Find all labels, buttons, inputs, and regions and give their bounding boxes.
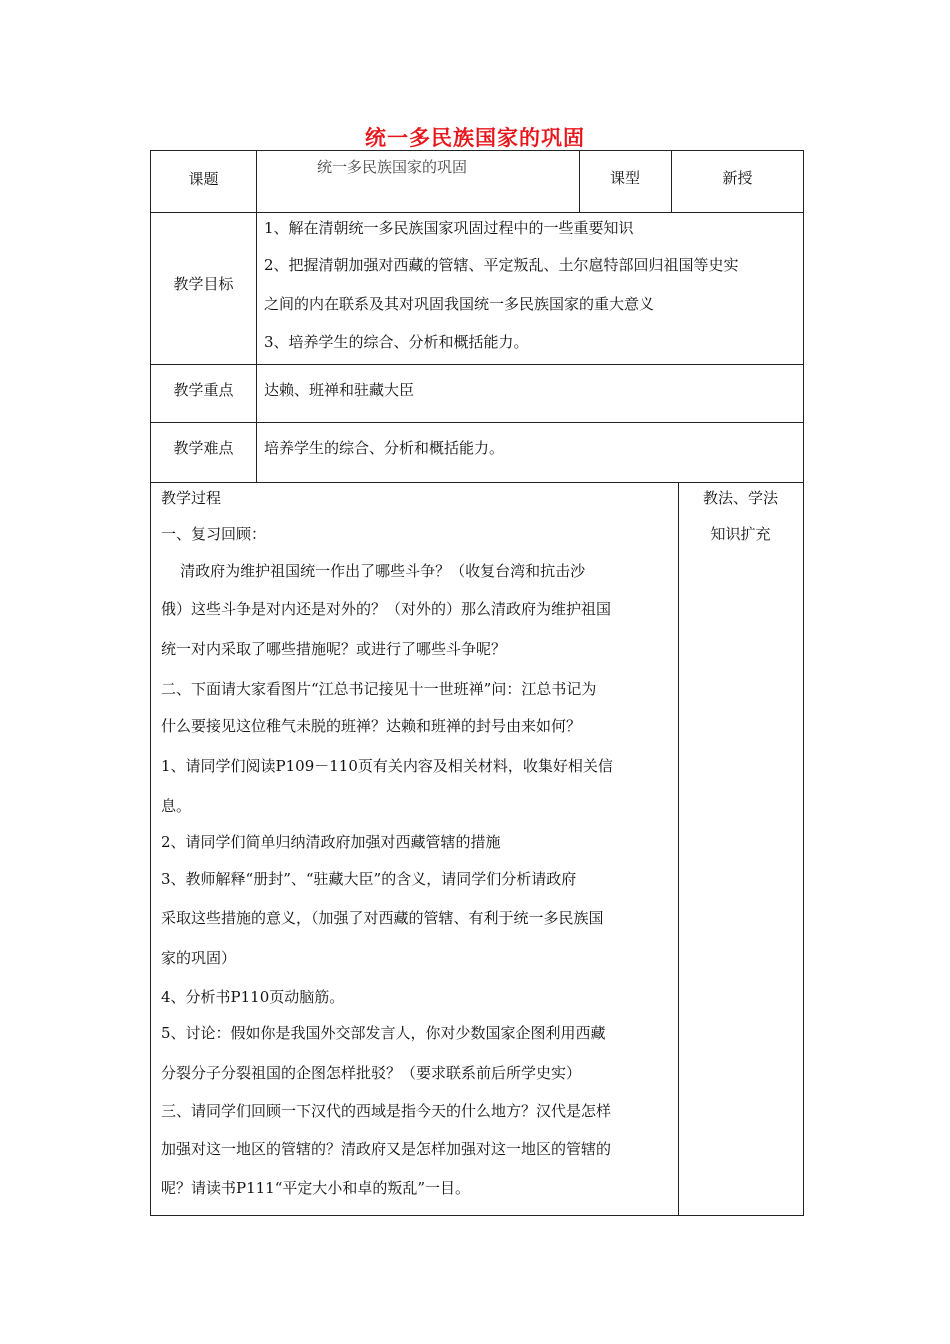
objective-line: 3、培养学生的综合、分析和概括能力。 xyxy=(264,333,529,351)
objective-line: 1、解在清朝统一多民族国家巩固过程中的一些重要知识 xyxy=(264,219,634,237)
process-line: 家的巩固） xyxy=(161,949,237,967)
objective-line: 之间的内在联系及其对巩固我国统一多民族国家的重大意义 xyxy=(264,295,655,313)
lesson-plan-table xyxy=(150,150,804,1216)
difficulties-value: 培养学生的综合、分析和概括能力。 xyxy=(264,439,505,457)
process-line: 5、讨论：假如你是我国外交部发言人，你对少数国家企图利用西藏 xyxy=(161,1024,606,1042)
process-line: 分裂分子分裂祖国的企图怎样批驳？（要求联系前后所学史实） xyxy=(161,1064,582,1082)
topic-value: 统一多民族国家的巩固 xyxy=(317,158,468,176)
process-line: 采取这些措施的意义，（加强了对西藏的管辖、有利于统一多民族国 xyxy=(161,909,604,927)
topic-label: 课题 xyxy=(188,170,219,188)
row-divider xyxy=(151,482,803,483)
row-divider xyxy=(151,212,803,213)
process-line: 三、请同学们回顾一下汉代的西域是指今天的什么地方？汉代是怎样 xyxy=(161,1102,612,1120)
process-line: 息。 xyxy=(161,797,192,815)
methods-label: 教法、学法 xyxy=(702,489,778,507)
process-line: 清政府为维护祖国统一作出了哪些斗争？（收复台湾和抗击沙 xyxy=(161,562,586,580)
objectives-label: 教学目标 xyxy=(173,275,234,293)
label-column-divider xyxy=(256,151,257,482)
key-points-label: 教学重点 xyxy=(173,381,234,399)
process-line: 一、复习回顾： xyxy=(161,525,267,543)
type-label: 课型 xyxy=(609,169,640,187)
side-column-divider xyxy=(678,482,679,1215)
difficulties-label: 教学难点 xyxy=(173,439,234,457)
process-line: 加强对这一地区的管辖的？清政府又是怎样加强对这一地区的管辖的 xyxy=(161,1140,612,1158)
process-line: 2、请同学们简单归纳清政府加强对西藏管辖的措施 xyxy=(161,833,501,851)
row-divider xyxy=(151,422,803,423)
key-points-value: 达赖、班禅和驻藏大臣 xyxy=(264,381,415,399)
objective-line: 2、把握清朝加强对西藏的管辖、平定叛乱、土尔扈特部回归祖国等史实 xyxy=(264,256,739,274)
process-line: 4、分析书P110页动脑筋。 xyxy=(161,988,345,1006)
knowledge-extension-label: 知识扩充 xyxy=(710,525,771,543)
process-line: 1、请同学们阅读P109－110页有关内容及相关材料，收集好相关信 xyxy=(161,757,613,775)
process-line: 什么要接见这位稚气未脱的班禅？达赖和班禅的封号由来如何？ xyxy=(161,717,582,735)
process-line: 3、教师解释“册封”、“驻藏大臣”的含义，请同学们分析请政府 xyxy=(161,870,577,888)
process-line: 呢？请读书P111“平定大小和卓的叛乱”一目。 xyxy=(161,1179,471,1197)
process-line: 统一对内采取了哪些措施呢？或进行了哪些斗争呢？ xyxy=(161,640,507,658)
process-line: 教学过程 xyxy=(161,489,222,507)
document-title: 统一多民族国家的巩固 xyxy=(365,126,585,150)
process-line: 二、下面请大家看图片“江总书记接见十一世班禅”问：江总书记为 xyxy=(161,680,597,698)
process-line: 俄）这些斗争是对内还是对外的？（对外的）那么清政府为维护祖国 xyxy=(161,600,612,618)
row-divider xyxy=(151,364,803,365)
type-value: 新授 xyxy=(722,169,753,187)
